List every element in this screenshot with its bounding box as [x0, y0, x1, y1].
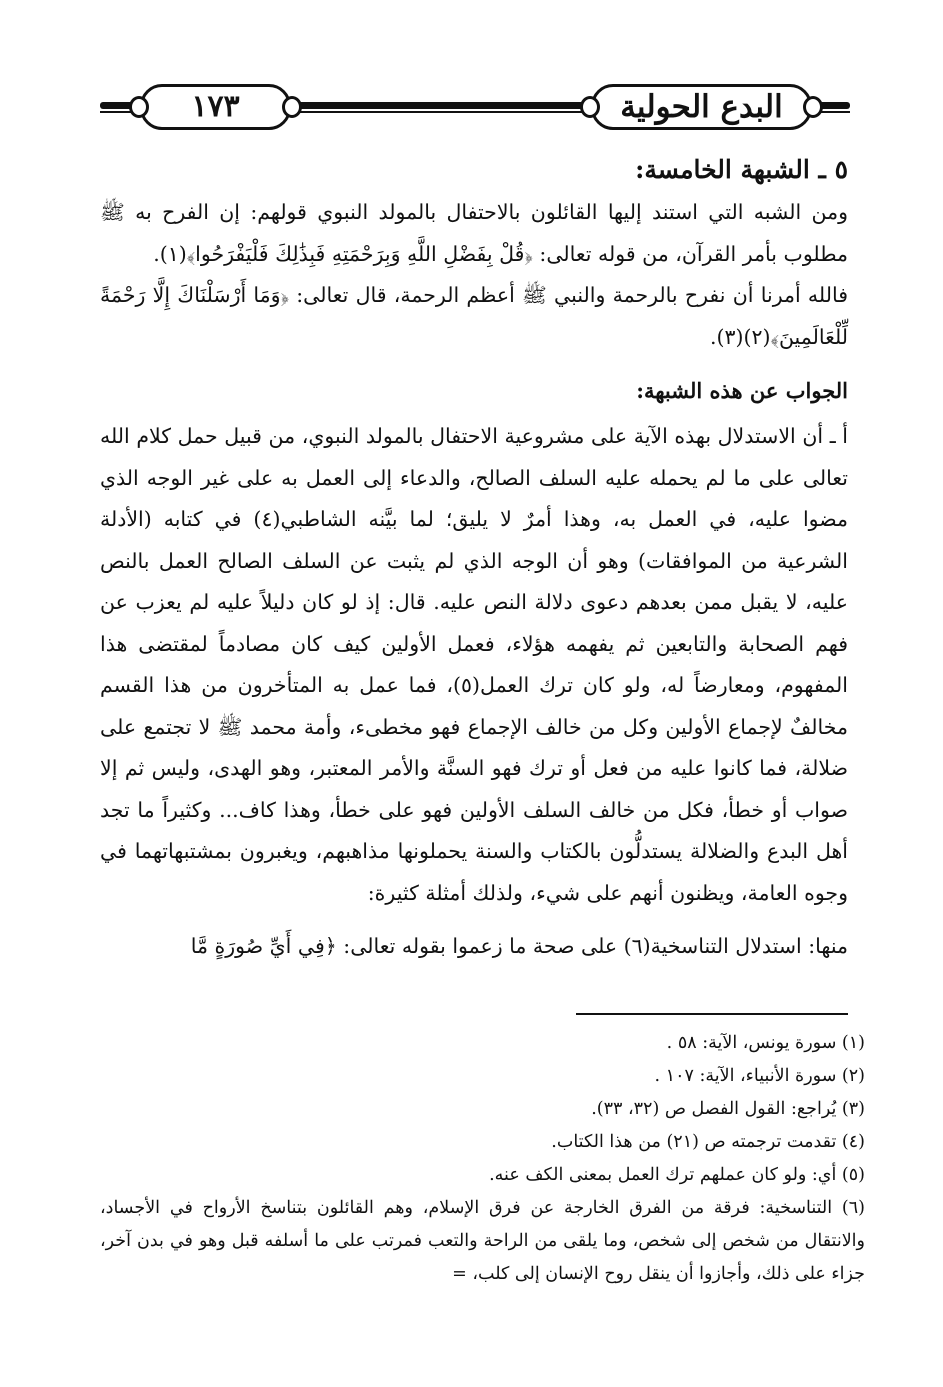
paragraph-1: ومن الشبه التي استند إليها القائلون بالاحتفال بالمولد النبوي قولهم: إن الفرح به ﷺ مطلوب بأمر القرآن، من قوله تعالى: ﴿قُلْ بِفَضْلِ اللَّهِ وَبِرَحْمَتِهِ فَبِذَٰلِكَ فَلْيَفْرَحُوا﴾(١).: [100, 200, 848, 266]
paragraph-4: منها: استدلال التناسخية(٦) على صحة ما زعموا بقوله تعالى: ﴿فِي أَيِّ صُورَةٍ مَّا: [190, 934, 848, 958]
running-title-text: البدع الحولية: [620, 88, 783, 125]
footnotes: [100, 1027, 865, 1291]
page-number: [140, 84, 291, 130]
answer-heading: الجواب عن هذه الشبهة:: [636, 378, 848, 403]
footnote-separator: [576, 1013, 848, 1015]
footnote-3: (٣) يُراجع: القول الفصل ص (٣٢، ٣٣).: [591, 1099, 865, 1119]
footnote-1: (١) سورة يونس، الآية: ٥٨ .: [666, 1033, 865, 1053]
main-text: [100, 150, 848, 968]
page-header: [100, 78, 850, 134]
paragraph-3: أ ـ أن الاستدلال بهذه الآية على مشروعية الاحتفال بالمولد النبوي، من قبيل حمل كلام الله تعالى على ما لم يحمله عليه السلف الصالح، والدعاء إلى العمل به على غير الوجه الذي مضوا عليه، في العمل به، وهذا أمرٌ لا يليق؛ لما بيَّنه الشاطبي(٤) في كتابه (الأدلة الشرعية من الموافقات) وهو أن الوجه الذي لم يثبت عن السلف الصالح العمل بالنص عليه، لا يقبل ممن بعدهم دعوى دلالة النص عليه. قال: إذ لو كان دليلاً عليه لم يعزب عن فهم الصحابة والتابعين ثم يفهمه هؤلاء، فعمل الأولين كيف كان مصادماً لمقتضى هذا المفهوم، ومعارضاً له، ولو كان ترك العمل(٥)، فما عمل به المتأخرون من هذا القسم مخالفٌ لإجماع الأولين وكل من خالف الإجماع فهو مخطىء، وأمة محمد ﷺ لا تجتمع على ضلالة، فما كانوا عليه من فعل أو ترك فهو السنَّة والأمر المعتبر، وهو الهدى، وليس ثم إلا صواب أو خطأ، فكل من خالف السلف الأولين فهو على خطأ، وهذا كاف... وكثيراً ما تجد أهل البدع والضلالة يستدلُّون بالكتاب والسنة يحملونها مذاهبهم، ويغبرون بمشتبهاتهما في وجوه العامة، ويظنون أنهم على شيء، ولذلك أمثلة كثيرة:: [100, 424, 848, 905]
footnote-5: (٥) أي: ولو كان عملهم ترك العمل بمعنى الكف عنه.: [489, 1165, 865, 1185]
section-heading: ٥ ـ الشبهة الخامسة:: [635, 155, 848, 184]
footnote-6: (٦) التناسخية: فرقة من الفرق الخارجة عن فرق الإسلام، وهم القائلون بتناسخ الأرواح في الأجساد، والانتقال من شخص إلى شخص، وما يلقى من الراحة والتعب فمرتب على ما أسلفه قبل وهو في بدن آخر، جزاء على ذلك، وأجازوا أن ينقل روح الإنسان إلى كلب، =: [100, 1198, 865, 1284]
paragraph-2: فالله أمرنا أن نفرح بالرحمة والنبي ﷺ أعظم الرحمة، قال تعالى: ﴿وَمَا أَرْسَلْنَاكَ إِلَّا رَحْمَةً لِّلْعَالَمِينَ﴾(٢)(٣).: [100, 283, 848, 349]
running-title: [591, 84, 812, 130]
footnote-4: (٤) تقدمت ترجمته ص (٢١) من هذا الكتاب.: [551, 1132, 865, 1152]
footnote-2: (٢) سورة الأنبياء، الآية: ١٠٧ .: [654, 1066, 865, 1086]
page-number-text: ١٧٣: [191, 89, 240, 124]
